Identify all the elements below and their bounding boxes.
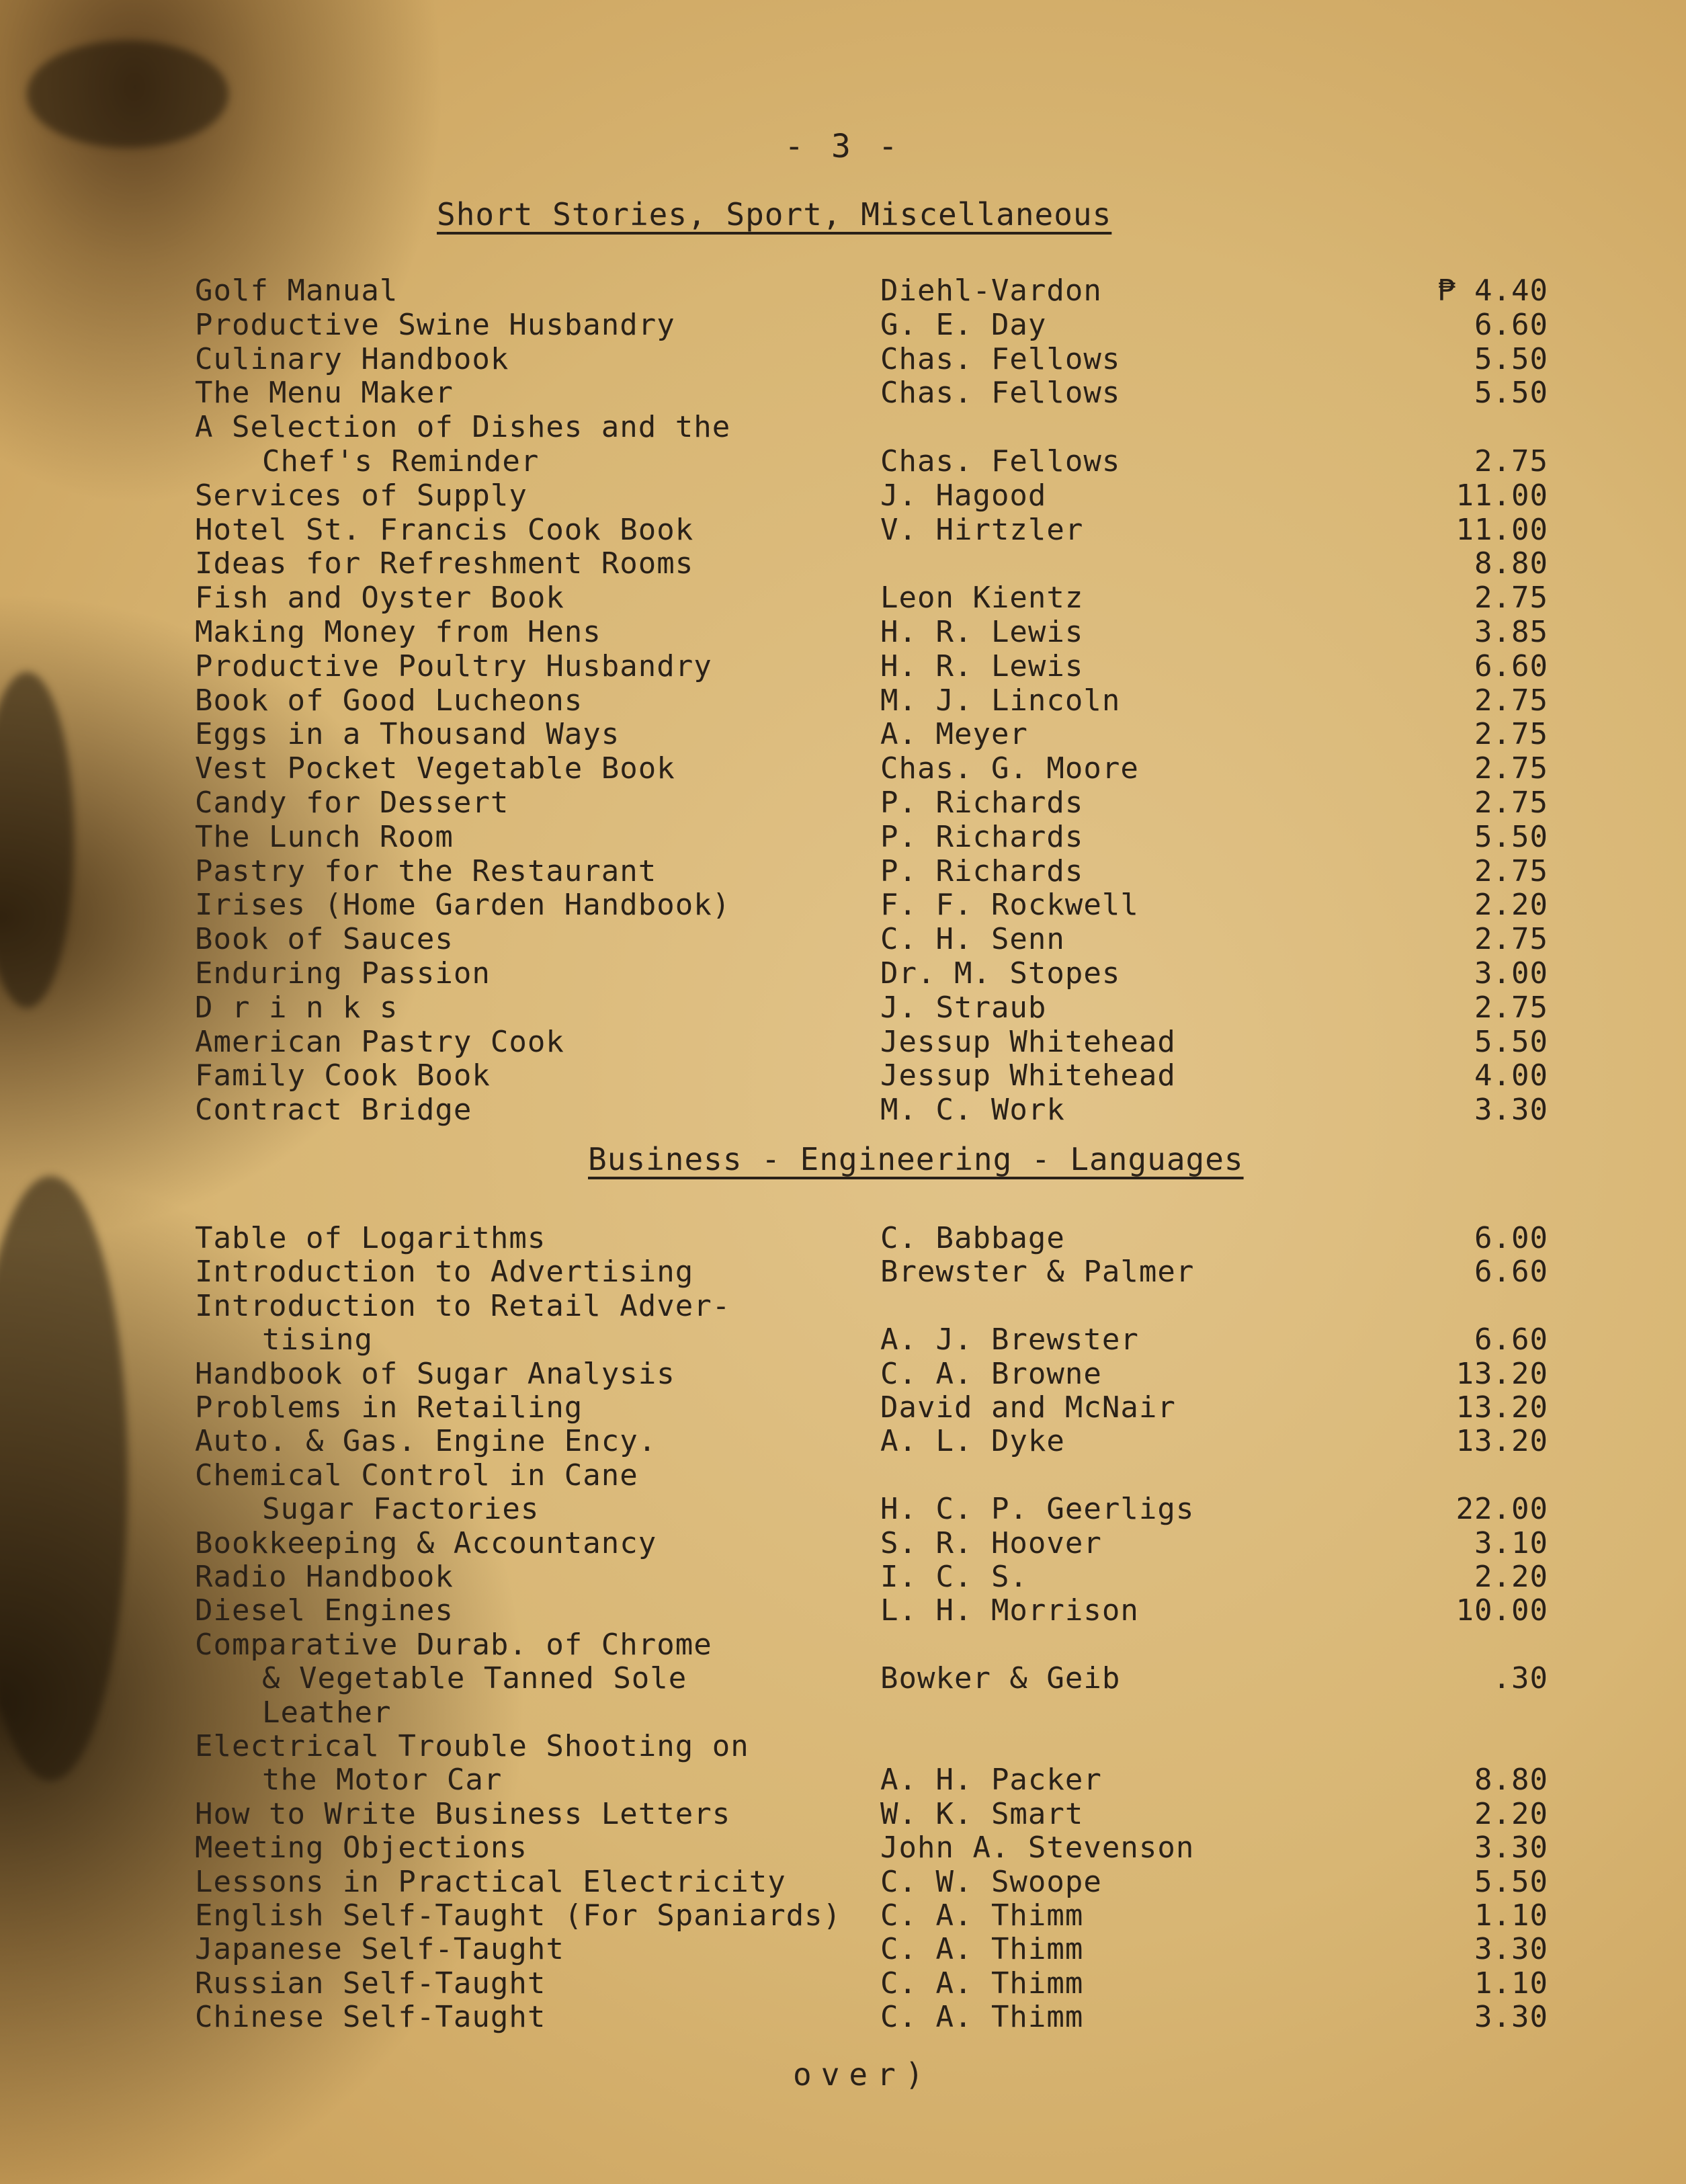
book-title: tising bbox=[262, 1322, 373, 1357]
book-row bbox=[0, 308, 1686, 342]
book-row bbox=[0, 1527, 1686, 1560]
book-author: Chas. G. Moore bbox=[880, 751, 1139, 786]
book-row bbox=[0, 1222, 1686, 1255]
book-price: 2.75 bbox=[1474, 581, 1548, 615]
book-title: Enduring Passion bbox=[195, 956, 491, 991]
book-row bbox=[0, 1459, 1686, 1493]
book-author: P. Richards bbox=[880, 820, 1084, 854]
book-author: L. H. Morrison bbox=[880, 1593, 1139, 1628]
book-title: Fish and Oyster Book bbox=[195, 581, 564, 615]
book-row bbox=[0, 1763, 1686, 1797]
book-row bbox=[0, 1391, 1686, 1425]
book-author: Leon Kientz bbox=[880, 581, 1084, 615]
book-author: W. K. Smart bbox=[880, 1797, 1084, 1831]
book-price: 2.75 bbox=[1474, 991, 1548, 1025]
book-author: Chas. Fellows bbox=[880, 376, 1121, 410]
book-price: 2.75 bbox=[1474, 444, 1548, 478]
book-price: 13.20 bbox=[1456, 1357, 1548, 1391]
book-title: Candy for Dessert bbox=[195, 786, 509, 820]
book-price: 3.30 bbox=[1474, 1093, 1548, 1127]
book-title: Introduction to Advertising bbox=[195, 1255, 694, 1289]
book-row bbox=[0, 1560, 1686, 1594]
book-price: 3.30 bbox=[1474, 1831, 1548, 1865]
book-title: Pastry for the Restaurant bbox=[195, 854, 657, 888]
book-title: Book of Sauces bbox=[195, 922, 454, 956]
book-row bbox=[0, 786, 1686, 820]
book-title: Eggs in a Thousand Ways bbox=[195, 717, 620, 751]
book-row bbox=[0, 1798, 1686, 1831]
book-row bbox=[0, 2001, 1686, 2034]
book-price: 10.00 bbox=[1456, 1593, 1548, 1628]
book-title: Problems in Retailing bbox=[195, 1390, 583, 1425]
book-row bbox=[0, 513, 1686, 547]
book-price: 5.50 bbox=[1474, 342, 1548, 376]
book-author: Dr. M. Stopes bbox=[880, 956, 1121, 991]
book-row bbox=[0, 274, 1686, 308]
book-author: C. A. Thimm bbox=[880, 1966, 1084, 2001]
book-price: 2.75 bbox=[1474, 786, 1548, 820]
book-author: C. A. Thimm bbox=[880, 1932, 1084, 1966]
book-price: ₱ 4.40 bbox=[1437, 274, 1548, 308]
book-price: 1.10 bbox=[1474, 1898, 1548, 1933]
book-price: 5.50 bbox=[1474, 376, 1548, 410]
book-title: Family Cook Book bbox=[195, 1058, 491, 1093]
book-price: 2.20 bbox=[1474, 1797, 1548, 1831]
book-price: 5.50 bbox=[1474, 1865, 1548, 1899]
book-title: The Menu Maker bbox=[195, 376, 454, 410]
book-title: English Self-Taught (For Spaniards) bbox=[195, 1898, 842, 1933]
book-title: Russian Self-Taught bbox=[195, 1966, 546, 2001]
book-author: C. Babbage bbox=[880, 1221, 1065, 1255]
book-price: 6.60 bbox=[1474, 308, 1548, 342]
book-row bbox=[0, 1696, 1686, 1730]
book-author: H. C. P. Geerligs bbox=[880, 1492, 1195, 1526]
book-title: Ideas for Refreshment Rooms bbox=[195, 546, 694, 581]
book-title: Meeting Objections bbox=[195, 1831, 528, 1865]
book-price: 5.50 bbox=[1474, 820, 1548, 854]
book-title: Chef's Reminder bbox=[262, 444, 540, 478]
book-price: 3.00 bbox=[1474, 956, 1548, 991]
book-author: C. A. Browne bbox=[880, 1357, 1102, 1391]
book-price: 22.00 bbox=[1456, 1492, 1548, 1526]
book-author: A. L. Dyke bbox=[880, 1424, 1065, 1458]
book-author: C. W. Swoope bbox=[880, 1865, 1102, 1899]
book-author: G. E. Day bbox=[880, 308, 1047, 342]
book-row bbox=[0, 1899, 1686, 1933]
book-author: H. R. Lewis bbox=[880, 615, 1084, 649]
book-price: 8.80 bbox=[1474, 1763, 1548, 1797]
book-row bbox=[0, 888, 1686, 922]
book-row bbox=[0, 1290, 1686, 1323]
book-author: A. J. Brewster bbox=[880, 1322, 1139, 1357]
book-author: David and McNair bbox=[880, 1390, 1176, 1425]
book-row bbox=[0, 581, 1686, 615]
book-row bbox=[0, 1093, 1686, 1127]
book-author: I. C. S. bbox=[880, 1560, 1028, 1594]
book-title: Comparative Durab. of Chrome bbox=[195, 1628, 712, 1662]
book-row bbox=[0, 1594, 1686, 1628]
book-row bbox=[0, 411, 1686, 444]
book-price: 6.60 bbox=[1474, 649, 1548, 683]
book-price: 11.00 bbox=[1456, 513, 1548, 547]
book-author: P. Richards bbox=[880, 854, 1084, 888]
page-number: - 3 - bbox=[784, 128, 902, 165]
book-price: 1.10 bbox=[1474, 1966, 1548, 2001]
book-title: Productive Poultry Husbandry bbox=[195, 649, 712, 683]
book-price: 5.50 bbox=[1474, 1025, 1548, 1059]
book-author: V. Hirtzler bbox=[880, 513, 1084, 547]
book-title: A Selection of Dishes and the bbox=[195, 410, 731, 444]
book-price: 2.75 bbox=[1474, 854, 1548, 888]
book-row bbox=[0, 752, 1686, 786]
book-row bbox=[0, 718, 1686, 751]
book-author: H. R. Lewis bbox=[880, 649, 1084, 683]
book-author: A. H. Packer bbox=[880, 1763, 1102, 1797]
book-author: S. R. Hoover bbox=[880, 1526, 1102, 1560]
book-title: the Motor Car bbox=[262, 1763, 503, 1797]
book-row bbox=[0, 547, 1686, 581]
book-row bbox=[0, 991, 1686, 1025]
book-price: 13.20 bbox=[1456, 1390, 1548, 1425]
book-price: 2.75 bbox=[1474, 717, 1548, 751]
book-title: Electrical Trouble Shooting on bbox=[195, 1729, 749, 1763]
book-author: Bowker & Geib bbox=[880, 1661, 1121, 1695]
book-author: M. J. Lincoln bbox=[880, 683, 1121, 718]
book-title: D r i n k s bbox=[195, 991, 398, 1025]
book-author: J. Straub bbox=[880, 991, 1047, 1025]
book-price: 6.60 bbox=[1474, 1255, 1548, 1289]
book-title: Book of Good Lucheons bbox=[195, 683, 583, 718]
book-title: Handbook of Sugar Analysis bbox=[195, 1357, 675, 1391]
book-title: Sugar Factories bbox=[262, 1492, 540, 1526]
book-row bbox=[0, 479, 1686, 513]
book-row bbox=[0, 684, 1686, 718]
book-price: 2.75 bbox=[1474, 751, 1548, 786]
book-price: 2.75 bbox=[1474, 683, 1548, 718]
book-row bbox=[0, 1933, 1686, 1966]
book-row bbox=[0, 957, 1686, 991]
book-row bbox=[0, 343, 1686, 376]
book-row bbox=[0, 1323, 1686, 1357]
book-row bbox=[0, 1059, 1686, 1093]
book-title: Introduction to Retail Adver- bbox=[195, 1289, 731, 1323]
book-author: C. A. Thimm bbox=[880, 1898, 1084, 1933]
book-row bbox=[0, 1628, 1686, 1662]
book-row bbox=[0, 616, 1686, 649]
book-price: 6.00 bbox=[1474, 1221, 1548, 1255]
book-author: John A. Stevenson bbox=[880, 1831, 1195, 1865]
book-title: The Lunch Room bbox=[195, 820, 454, 854]
book-price: 2.75 bbox=[1474, 922, 1548, 956]
book-row bbox=[0, 1025, 1686, 1059]
book-price: 11.00 bbox=[1456, 478, 1548, 513]
book-title: Productive Swine Husbandry bbox=[195, 308, 675, 342]
book-row bbox=[0, 1865, 1686, 1899]
book-author: A. Meyer bbox=[880, 717, 1028, 751]
book-row bbox=[0, 1662, 1686, 1695]
book-title: Vest Pocket Vegetable Book bbox=[195, 751, 675, 786]
book-title: Irises (Home Garden Handbook) bbox=[195, 888, 731, 922]
book-row bbox=[0, 650, 1686, 683]
book-row bbox=[0, 1730, 1686, 1763]
book-row bbox=[0, 376, 1686, 410]
book-title: Diesel Engines bbox=[195, 1593, 454, 1628]
book-title: Contract Bridge bbox=[195, 1093, 472, 1127]
book-row bbox=[0, 1967, 1686, 2001]
book-title: How to Write Business Letters bbox=[195, 1797, 731, 1831]
book-price: 2.20 bbox=[1474, 1560, 1548, 1594]
book-author: Jessup Whitehead bbox=[880, 1025, 1176, 1059]
section-title: Short Stories, Sport, Miscellaneous bbox=[437, 196, 1112, 233]
book-price: 2.20 bbox=[1474, 888, 1548, 922]
book-author: Brewster & Palmer bbox=[880, 1255, 1195, 1289]
book-price: 3.85 bbox=[1474, 615, 1548, 649]
book-row bbox=[0, 923, 1686, 956]
book-price: 3.10 bbox=[1474, 1526, 1548, 1560]
book-price: 8.80 bbox=[1474, 546, 1548, 581]
book-author: Chas. Fellows bbox=[880, 342, 1121, 376]
book-title: Chemical Control in Cane bbox=[195, 1458, 638, 1493]
over-note: over) bbox=[793, 2056, 933, 2093]
book-author: Diehl-Vardon bbox=[880, 274, 1102, 308]
book-title: Japanese Self-Taught bbox=[195, 1932, 564, 1966]
book-row bbox=[0, 445, 1686, 478]
book-title: Table of Logarithms bbox=[195, 1221, 546, 1255]
book-price: .30 bbox=[1492, 1661, 1548, 1695]
book-author: Jessup Whitehead bbox=[880, 1058, 1176, 1093]
section-title: Business - Engineering - Languages bbox=[588, 1141, 1244, 1177]
book-row bbox=[0, 1357, 1686, 1391]
book-row bbox=[0, 1255, 1686, 1289]
book-row bbox=[0, 855, 1686, 888]
book-title: Bookkeeping & Accountancy bbox=[195, 1526, 657, 1560]
book-author: C. H. Senn bbox=[880, 922, 1065, 956]
book-title: Making Money from Hens bbox=[195, 615, 601, 649]
book-row bbox=[0, 1831, 1686, 1865]
book-title: Leather bbox=[262, 1695, 392, 1730]
book-price: 6.60 bbox=[1474, 1322, 1548, 1357]
book-row bbox=[0, 1493, 1686, 1526]
book-author: C. A. Thimm bbox=[880, 2000, 1084, 2034]
book-row bbox=[0, 1425, 1686, 1458]
book-author: P. Richards bbox=[880, 786, 1084, 820]
book-title: Culinary Handbook bbox=[195, 342, 509, 376]
book-title: & Vegetable Tanned Sole bbox=[262, 1661, 687, 1695]
book-author: M. C. Work bbox=[880, 1093, 1065, 1127]
book-title: Lessons in Practical Electricity bbox=[195, 1865, 786, 1899]
book-title: American Pastry Cook bbox=[195, 1025, 564, 1059]
book-title: Golf Manual bbox=[195, 274, 398, 308]
book-author: J. Hagood bbox=[880, 478, 1047, 513]
book-author: F. F. Rockwell bbox=[880, 888, 1139, 922]
book-row bbox=[0, 821, 1686, 854]
book-title: Radio Handbook bbox=[195, 1560, 454, 1594]
book-title: Hotel St. Francis Cook Book bbox=[195, 513, 694, 547]
book-title: Chinese Self-Taught bbox=[195, 2000, 546, 2034]
book-author: Chas. Fellows bbox=[880, 444, 1121, 478]
book-title: Auto. & Gas. Engine Ency. bbox=[195, 1424, 657, 1458]
book-price: 3.30 bbox=[1474, 2000, 1548, 2034]
book-title: Services of Supply bbox=[195, 478, 528, 513]
book-price: 4.00 bbox=[1474, 1058, 1548, 1093]
book-price: 13.20 bbox=[1456, 1424, 1548, 1458]
book-price: 3.30 bbox=[1474, 1932, 1548, 1966]
